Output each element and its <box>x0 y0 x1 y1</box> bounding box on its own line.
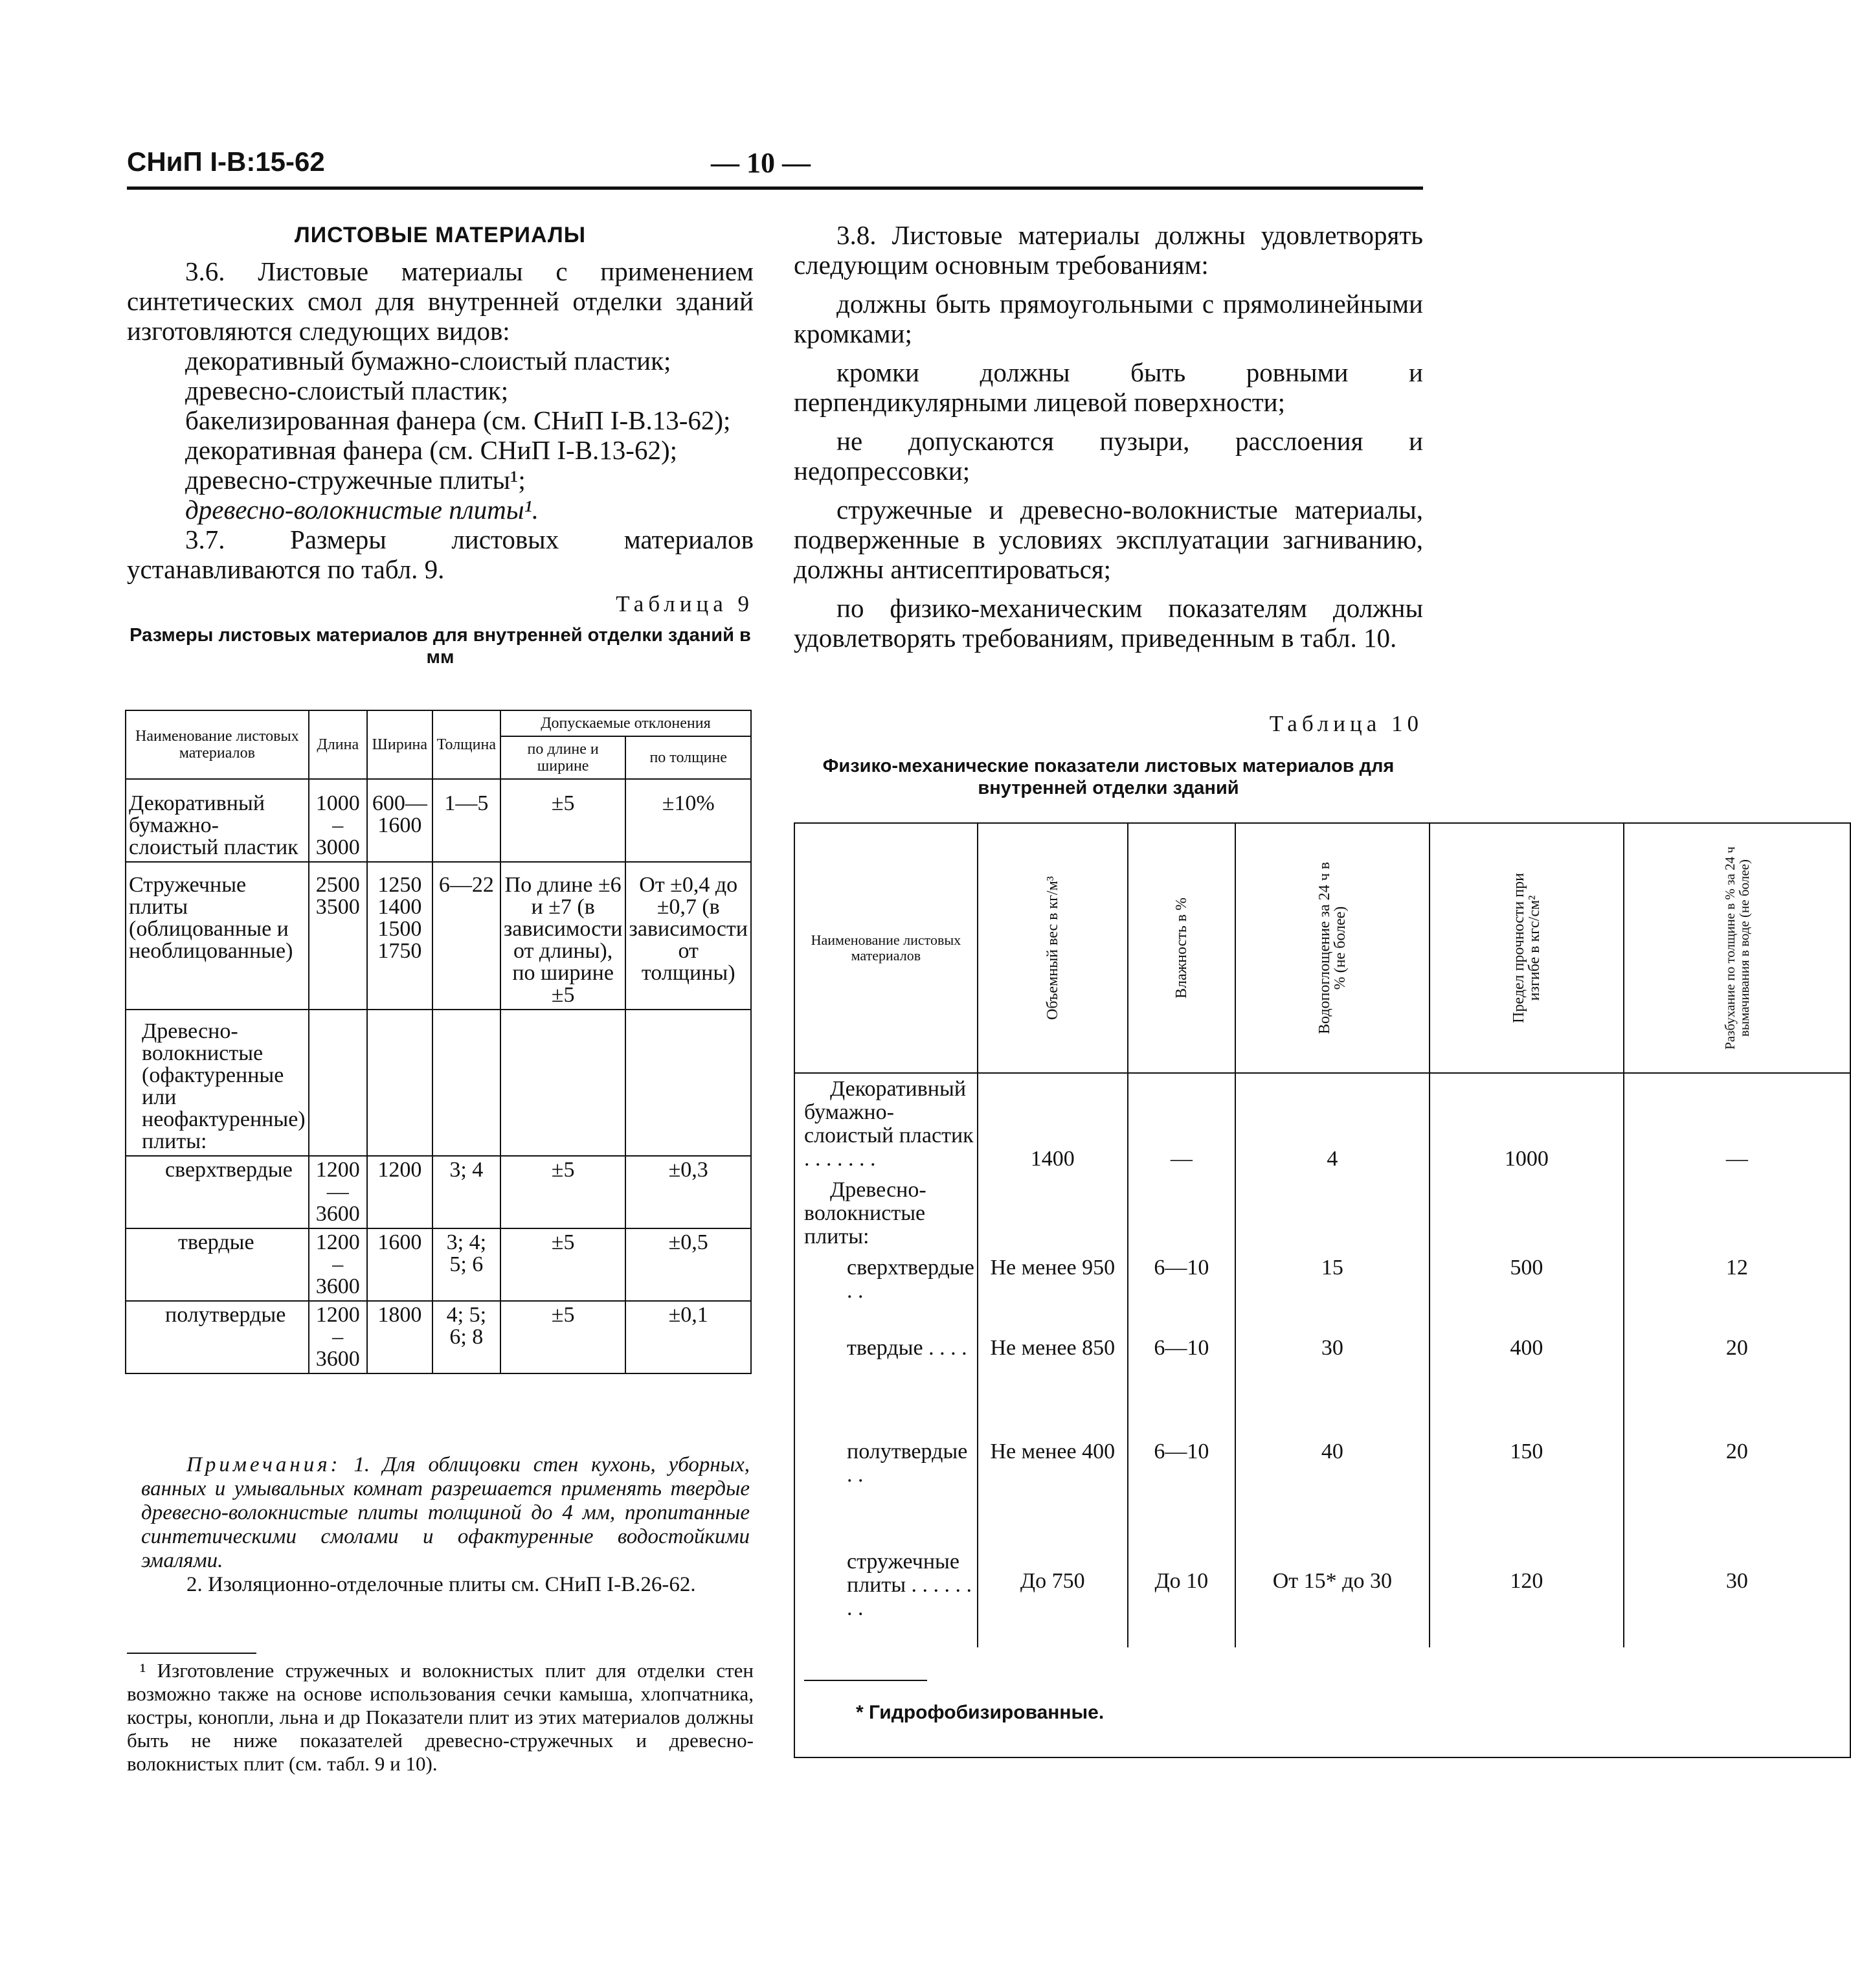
cell-tol-thickness: ±10% <box>625 779 751 862</box>
cell-length <box>309 1010 367 1156</box>
table-row <box>126 779 751 862</box>
cell-width: 600— 1600 <box>367 779 432 862</box>
footnote-rule <box>127 1653 256 1654</box>
table-row <box>126 1156 751 1228</box>
table9-title: Размеры листовых материалов для внутренней отделки зданий в мм <box>129 625 751 668</box>
cell-name: полутвердые <box>126 1301 309 1373</box>
table10-footnote: * Гидрофобизированные. <box>856 1702 1105 1723</box>
cell-name: Древесно-волокнистые (офактуренные или неофактуренные) плиты: <box>126 1010 309 1156</box>
cell-humidity: 6—10 <box>1128 1421 1235 1524</box>
note-1: 1. Для облицовки стен кухонь, уборных, ванных и умывальных комнат разрешается применять твердые древесно-волокнистые плиты толщиной до 4 мм, пропитанные синтетическими смолами и офактуренные водостойкими эмалями. <box>141 1453 750 1572</box>
cell-thickness <box>432 1010 500 1156</box>
cell-name: твердые <box>126 1228 309 1301</box>
cell-thickness: 3; 4 <box>432 1156 500 1228</box>
cell-strength: 120 <box>1430 1524 1624 1647</box>
table-row <box>794 1421 1850 1524</box>
th-thickness: Толщина <box>432 710 500 779</box>
table-10 <box>794 822 1851 1758</box>
cell-length: 1200— 3600 <box>309 1156 367 1228</box>
cell-absorption: 40 <box>1235 1421 1430 1524</box>
cell-tol-thickness: ±0,5 <box>625 1228 751 1301</box>
kind-item: древесно-стружечные плиты¹; <box>185 465 526 495</box>
right-column <box>794 220 1423 653</box>
cell-density: Не менее 950 <box>978 1252 1128 1317</box>
header-rule <box>127 186 1423 190</box>
table9-caption: Таблица 9 <box>616 591 754 616</box>
cell-width: 1250 1400 1500 1750 <box>367 862 432 1010</box>
table-row <box>794 1317 1850 1421</box>
cell-absorption: 30 <box>1235 1317 1430 1421</box>
cell-name: твердые . . . . <box>794 1317 978 1421</box>
cell-width <box>367 1010 432 1156</box>
cell-name: Декоративный бумажно-слоистый пластик . . . . . . . <box>794 1073 978 1175</box>
cell-tol-thickness: От ±0,4 до ±0,7 (в зависимости от толщины) <box>625 862 751 1010</box>
table-9 <box>125 710 752 1374</box>
cell-length: 1200 – 3600 <box>309 1301 367 1373</box>
cell-strength: 400 <box>1430 1317 1624 1421</box>
paragraph-3-7: 3.7. Размеры листовых материалов устанавливаются по табл. 9. <box>127 525 754 584</box>
th-name: Наименование листовых материалов <box>794 823 978 1073</box>
table-row <box>794 1175 1850 1252</box>
cell-thickness: 6—22 <box>432 862 500 1010</box>
cell-name: Стружечные плиты (облицованные и необлицованные) <box>126 862 309 1010</box>
cell-tol-length: По длине ±6 и ±7 (в зависимости от длины), по ширине ±5 <box>500 862 626 1010</box>
notes-label: Примечания: <box>186 1453 341 1476</box>
requirement-item: кромки должны быть ровными и перпендикулярными лицевой поверхности; <box>794 357 1423 417</box>
cell-tol-length: ±5 <box>500 779 626 862</box>
table-row <box>126 1228 751 1301</box>
cell-density: 1400 <box>978 1073 1128 1175</box>
cell-swelling: — <box>1624 1073 1850 1175</box>
kind-item: декоративный бумажно-слоистый пластик; <box>185 346 671 376</box>
cell-tol-thickness: ±0,1 <box>625 1301 751 1373</box>
cell-width: 1200 <box>367 1156 432 1228</box>
cell-name: Древесно-волокнистые плиты: <box>794 1175 978 1252</box>
page-number: — 10 — <box>711 147 811 179</box>
footnote-left: ¹ Изготовление стружечных и волокнистых плит для отделки стен возможно также на основе использования сечки камыша, хлопчатника, костры, конопли, льна и др Показатели плит из этих материалов должны быть не ниже показателей древесно-стружечных и древесно-волокнистых плит (см. табл. 9 и 10). <box>127 1659 754 1775</box>
cell-thickness: 4; 5; 6; 8 <box>432 1301 500 1373</box>
th-length: Длина <box>309 710 367 779</box>
th-tolerances: Допускаемые отклонения <box>500 710 751 736</box>
table-row <box>794 1073 1850 1175</box>
cell-name: Декоративный бумажно-слоистый пластик <box>126 779 309 862</box>
cell-humidity: — <box>1128 1073 1235 1175</box>
th-tol-thickness: по толщине <box>625 736 751 779</box>
requirement-item: не допускаются пузыри, расслоения и недопрессовки; <box>794 426 1423 486</box>
cell-absorption: От 15* до 30 <box>1235 1524 1430 1647</box>
cell-thickness: 3; 4; 5; 6 <box>432 1228 500 1301</box>
table-row <box>794 1252 1850 1317</box>
requirement-item: стружечные и древесно-волокнистые материалы, подверженные в условиях эксплуатации загниванию, должны антисептироваться; <box>794 495 1423 584</box>
table-row <box>794 1524 1850 1647</box>
th-density: Объемный вес в кг/м³ <box>1044 876 1061 1020</box>
th-absorption: Водопоглощение за 24 ч в % (не более) <box>1316 862 1349 1034</box>
table10-title: Физико-механические показатели листовых материалов для внутренней отделки зданий <box>822 756 1395 798</box>
cell-width: 1600 <box>367 1228 432 1301</box>
th-width: Ширина <box>367 710 432 779</box>
th-tol-length: по длине и ширине <box>500 736 626 779</box>
cell-width: 1800 <box>367 1301 432 1373</box>
cell-tol-length: ±5 <box>500 1156 626 1228</box>
cell-swelling: 30 <box>1624 1524 1850 1647</box>
cell-swelling: 12 <box>1624 1252 1850 1317</box>
note-2: 2. Изоляционно-отделочные плиты см. СНиП I-В.26-62. <box>186 1573 696 1596</box>
table10-caption: Таблица 10 <box>1269 711 1423 736</box>
cell-name: полутвердые . . <box>794 1421 978 1524</box>
kind-item: бакелизированная фанера (см. СНиП I-В.13-62); <box>185 405 731 435</box>
cell-absorption: 15 <box>1235 1252 1430 1317</box>
th-name: Наименование листовых материалов <box>126 710 309 779</box>
paragraph-3-8: 3.8. Листовые материалы должны удовлетворять следующим основным требованиям: <box>794 220 1423 280</box>
cell-tol-length <box>500 1010 626 1156</box>
cell-tol-thickness <box>625 1010 751 1156</box>
kind-item: древесно-волокнистые плиты¹. <box>185 495 539 525</box>
cell-density: До 750 <box>978 1524 1128 1647</box>
cell-thickness: 1—5 <box>432 779 500 862</box>
cell-humidity: 6—10 <box>1128 1317 1235 1421</box>
section-title: ЛИСТОВЫЕ МАТЕРИАЛЫ <box>294 223 587 247</box>
cell-name: стружечные плиты . . . . . . . . <box>794 1524 978 1647</box>
cell-density: Не менее 400 <box>978 1421 1128 1524</box>
cell-swelling: 20 <box>1624 1317 1850 1421</box>
cell-length: 1200 – 3600 <box>309 1228 367 1301</box>
cell-humidity: 6—10 <box>1128 1252 1235 1317</box>
cell-strength: 1000 <box>1430 1073 1624 1175</box>
table9-notes <box>141 1453 750 1597</box>
table-row <box>126 1010 751 1156</box>
paragraph-3-6: 3.6. Листовые материалы с применением синтетических смол для внутренней отделки зданий изготовляются следующих видов: <box>127 256 754 346</box>
th-humidity: Влажность в % <box>1172 897 1190 999</box>
cell-name: сверхтвердые <box>126 1156 309 1228</box>
cell-absorption: 4 <box>1235 1073 1430 1175</box>
requirement-item: по физико-механическим показателям должны удовлетворять требованиям, приведенным в табл. 10. <box>794 593 1423 653</box>
left-column <box>127 220 754 668</box>
kind-item: древесно-слоистый пластик; <box>185 376 509 405</box>
cell-density: Не менее 850 <box>978 1317 1128 1421</box>
kind-item: декоративная фанера (см. СНиП I-В.13-62); <box>185 435 678 465</box>
requirement-item: должны быть прямоугольными с прямолинейными кромками; <box>794 289 1423 348</box>
th-swelling: Разбухание по толщине в % за 24 ч вымачивания в воде (не более) <box>1722 846 1752 1050</box>
table-row <box>126 1301 751 1373</box>
cell-tol-thickness: ±0,3 <box>625 1156 751 1228</box>
cell-length: 2500 3500 <box>309 862 367 1010</box>
cell-strength: 150 <box>1430 1421 1624 1524</box>
cell-tol-length: ±5 <box>500 1228 626 1301</box>
table-row <box>126 862 751 1010</box>
cell-humidity: До 10 <box>1128 1524 1235 1647</box>
table10-footnote-rule <box>804 1680 927 1681</box>
cell-strength: 500 <box>1430 1252 1624 1317</box>
cell-tol-length: ±5 <box>500 1301 626 1373</box>
cell-swelling: 20 <box>1624 1421 1850 1524</box>
document-code: СНиП I-В:15-62 <box>127 146 325 177</box>
th-strength: Предел прочности при изгибе в кгс/см² <box>1510 873 1543 1023</box>
cell-length: 1000 – 3000 <box>309 779 367 862</box>
cell-name: сверхтвердые . . <box>794 1252 978 1317</box>
